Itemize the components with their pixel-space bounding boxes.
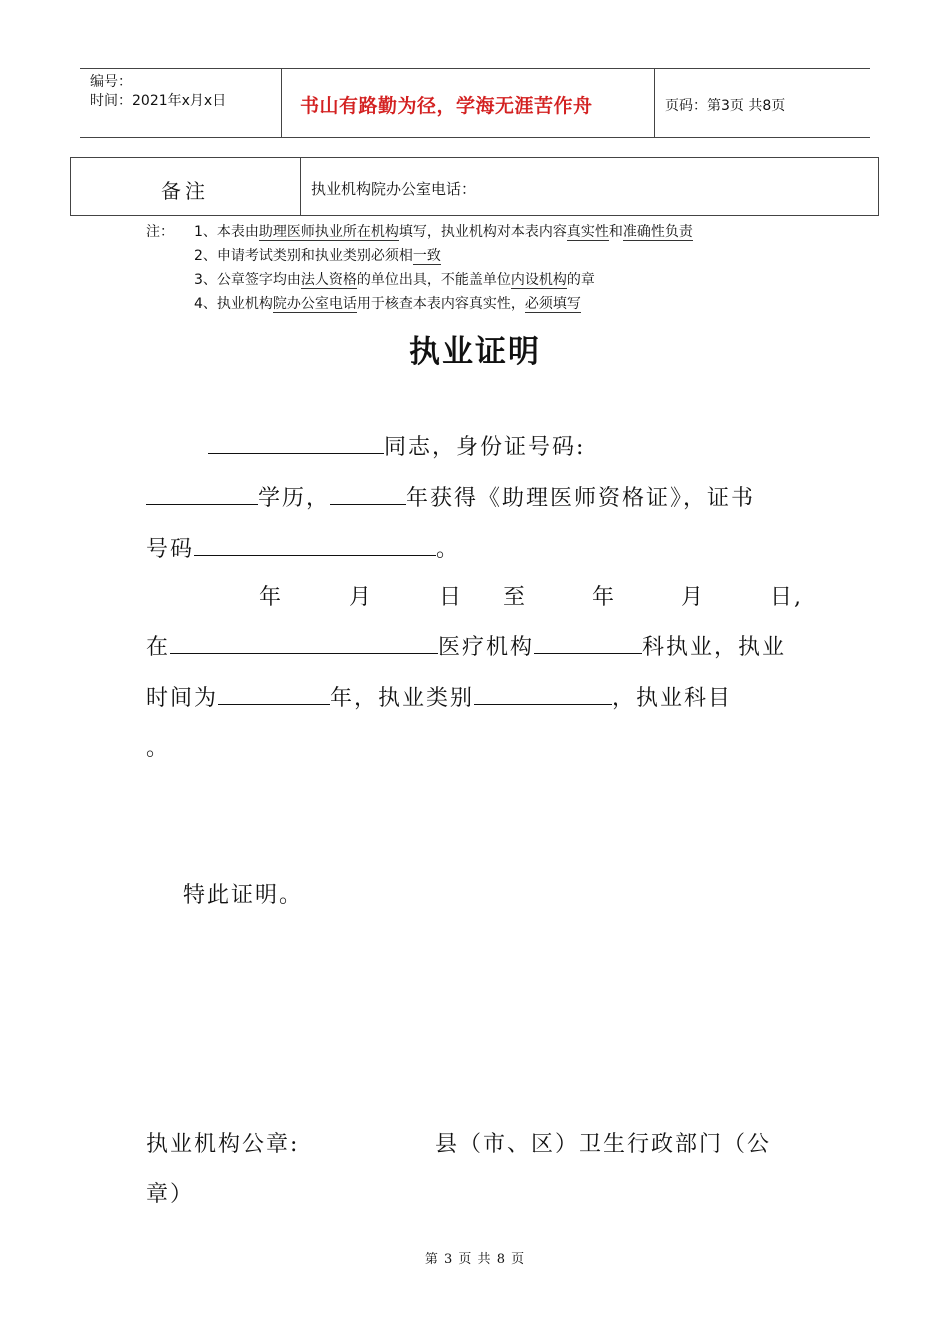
body-text: 医疗机构 (438, 635, 535, 660)
header-number: 编号： (90, 74, 132, 90)
date-day-1: 日 (439, 585, 464, 610)
institution-blank[interactable] (170, 633, 438, 654)
note-text: 的章 (566, 272, 595, 288)
note-4 (194, 292, 581, 316)
note-underlined: 一致 (412, 248, 441, 264)
remark-office-phone: 执业机构院办公室电话： (311, 180, 477, 198)
body-text: 号码 (146, 537, 195, 562)
seal-institution: 执业机构公章: (146, 1132, 300, 1157)
note-text: 3、公章签字均由 (194, 272, 301, 288)
remark-divider (300, 158, 301, 215)
body-line-3 (146, 532, 460, 563)
note-text: 4、执业机构 (194, 296, 273, 312)
note-underlined: 助理医师执业所在机构 (258, 224, 399, 240)
header-time: 时间：2021年x月x日 (90, 93, 227, 109)
certify-text: 特此证明。 (183, 883, 304, 908)
note-text: 用于核查本表内容真实性， (356, 296, 525, 312)
header-meta (90, 73, 226, 111)
body-text: 学历， (258, 486, 331, 511)
note-text: 和 (608, 224, 623, 240)
header-divider (654, 69, 655, 137)
department-blank[interactable] (534, 633, 642, 654)
note-underlined: 院办公室电话 (272, 296, 357, 312)
header-divider (281, 69, 282, 137)
date-month-2: 月 (681, 585, 706, 610)
note-underlined: 内设机构 (510, 272, 567, 288)
seal-health-department-cont: 章） (146, 1182, 195, 1207)
date-month-1: 月 (349, 585, 374, 610)
year-blank[interactable] (330, 484, 406, 505)
note-underlined: 准确性负责 (622, 224, 693, 240)
body-line-1 (208, 430, 585, 461)
body-text: ，执业科目 (612, 686, 733, 711)
education-blank[interactable] (146, 484, 258, 505)
body-text: 在 (146, 635, 171, 660)
remark-box (70, 157, 879, 216)
note-2 (194, 244, 441, 268)
certificate-title: 执业证明 (409, 334, 541, 370)
body-text: 。 (436, 537, 461, 562)
note-underlined: 必须填写 (524, 296, 581, 312)
note-underlined: 法人资格 (300, 272, 357, 288)
remark-label: 备注 (161, 179, 209, 203)
date-to: 至 (503, 585, 528, 610)
notes-prefix: 注： (146, 224, 174, 240)
duration-blank[interactable] (218, 684, 330, 705)
certificate-number-blank[interactable] (194, 535, 436, 556)
header-page-info: 页码：第3页 共8页 (665, 98, 786, 114)
date-year-1: 年 (259, 585, 284, 610)
body-line-7: 。 (146, 736, 171, 761)
body-text: 时间为 (146, 686, 219, 711)
body-text: 同志，身份证号码: (384, 435, 586, 460)
date-day-2: 日, (770, 585, 803, 610)
note-text: 的单位出具，不能盖单位 (356, 272, 511, 288)
body-text: 年获得《助理医师资格证》，证书 (406, 486, 756, 511)
note-underlined: 真实性 (566, 224, 609, 240)
document-header (80, 68, 870, 138)
seal-health-department: 县（市、区）卫生行政部门（公 (435, 1132, 772, 1157)
body-text: 年，执业类别 (330, 686, 475, 711)
body-line-5 (146, 630, 786, 661)
body-line-6 (146, 681, 732, 712)
note-3 (194, 268, 595, 292)
name-blank[interactable] (208, 433, 384, 454)
note-1 (194, 220, 693, 244)
page-footer: 第 3 页 共 8 页 (424, 1252, 526, 1267)
note-text: 填写，执业机构对本表内容 (398, 224, 567, 240)
practice-category-blank[interactable] (474, 684, 612, 705)
body-text: 科执业，执业 (642, 635, 787, 660)
note-text: 1、本表由 (194, 224, 259, 240)
note-text: 2、申请考试类别和执业类别必须相 (194, 248, 413, 264)
body-line-2 (146, 481, 755, 512)
date-year-2: 年 (592, 585, 617, 610)
header-motto: 书山有路勤为径，学海无涯苦作舟 (300, 95, 593, 117)
